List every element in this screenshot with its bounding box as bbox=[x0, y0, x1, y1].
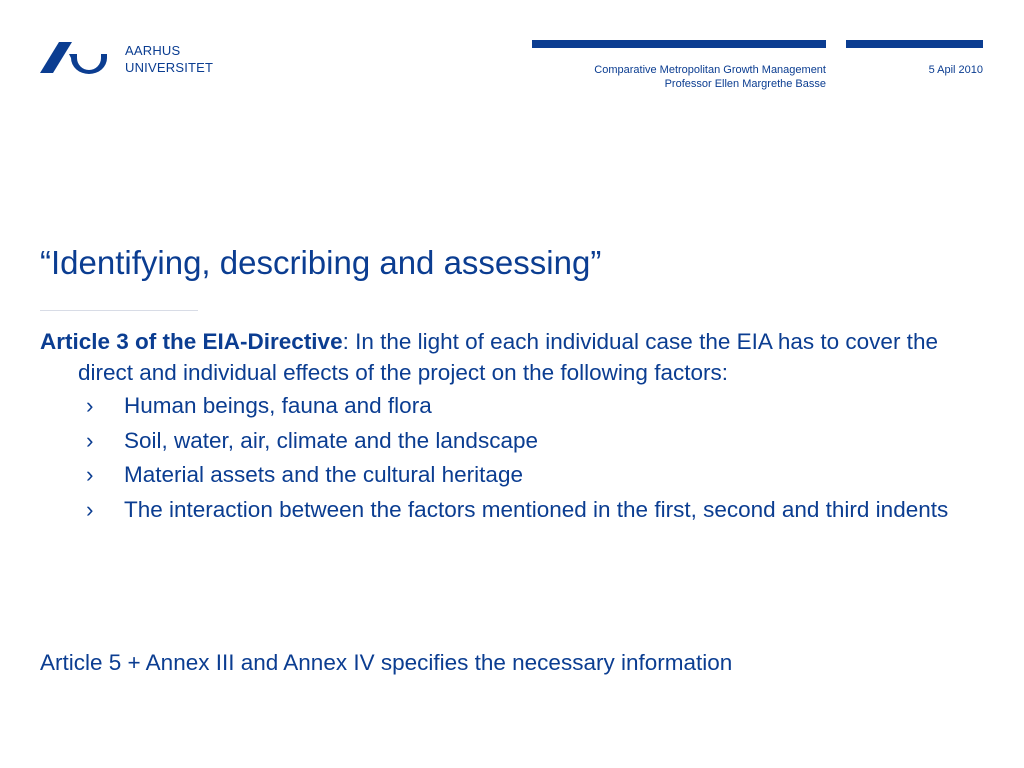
factor-text: Human beings, fauna and flora bbox=[124, 393, 432, 418]
lecturer-name: Professor Ellen Margrethe Basse bbox=[664, 78, 826, 90]
factor-text: Soil, water, air, climate and the landscape bbox=[124, 427, 538, 453]
title-divider bbox=[40, 310, 198, 311]
slide-body bbox=[40, 326, 970, 527]
header-course-info bbox=[594, 63, 826, 91]
article-3-paragraph bbox=[40, 326, 970, 388]
list-item bbox=[86, 458, 970, 493]
header-accent-bar-left bbox=[532, 40, 826, 48]
list-item bbox=[86, 493, 970, 528]
article-5-note: Article 5 + Annex III and Annex IV specifies the necessary information bbox=[40, 650, 733, 675]
factor-list bbox=[40, 389, 970, 527]
factor-text: The interaction between the factors mentioned in the first, second and third indents bbox=[124, 496, 949, 522]
list-item bbox=[86, 424, 970, 459]
list-item bbox=[86, 389, 970, 424]
slide-date: 5 Apil 2010 bbox=[928, 64, 983, 76]
bullet-chevron-icon: › bbox=[86, 496, 94, 522]
header-accent-bar-right bbox=[846, 40, 983, 48]
bullet-chevron-icon: › bbox=[86, 462, 94, 487]
article-3-text: : In the light of each individual case the EIA has to cover the direct and individual effects of the project on the following factors: bbox=[78, 329, 938, 385]
university-name bbox=[125, 42, 213, 76]
bullet-chevron-icon: › bbox=[86, 393, 94, 418]
slide-title: “Identifying, describing and assessing” bbox=[40, 244, 602, 281]
course-title: Comparative Metropolitan Growth Management bbox=[594, 64, 826, 76]
factor-text: Material assets and the cultural heritage bbox=[124, 462, 523, 487]
university-name-line-1: AARHUS bbox=[125, 43, 181, 58]
university-name-line-2: UNIVERSITET bbox=[125, 60, 214, 75]
article-3-label: Article 3 of the EIA-Directive bbox=[40, 329, 343, 354]
aarhus-university-logo-icon bbox=[40, 40, 108, 74]
bullet-chevron-icon: › bbox=[86, 427, 94, 453]
